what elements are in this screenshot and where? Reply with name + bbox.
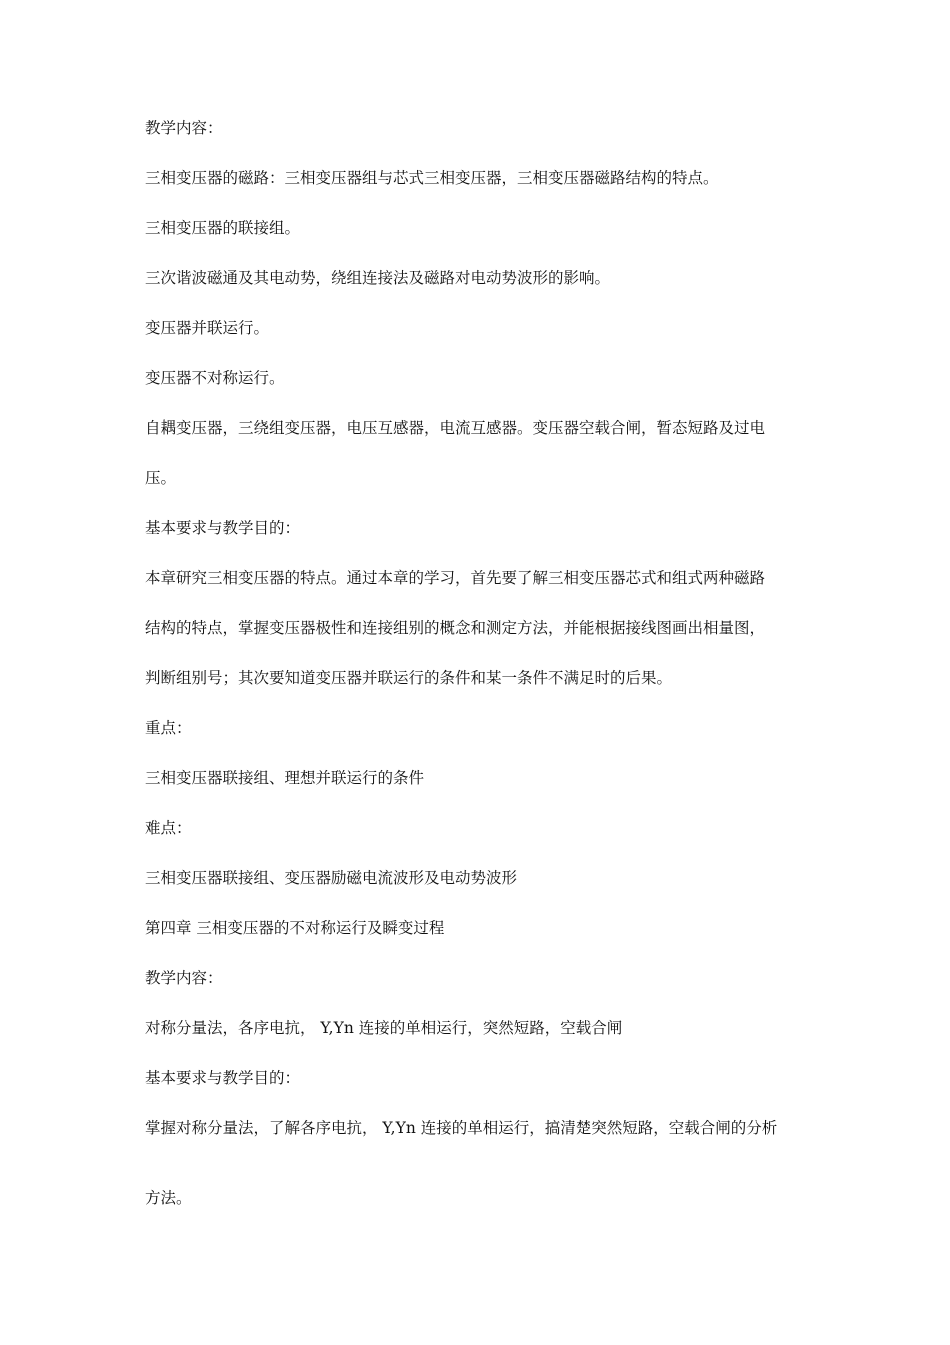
paragraph-requirements-ch4-cont: 方法。 xyxy=(145,1189,192,1207)
paragraph-requirements-line2: 结构的特点，掌握变压器极性和连接组别的概念和测定方法，并能根据接线图画出相量图， xyxy=(145,619,766,637)
heading-requirements-ch4: 基本要求与教学目的： xyxy=(145,1069,301,1087)
paragraph-autotransformer-cont: 压。 xyxy=(145,469,177,487)
paragraph-requirements-line3: 判断组别号；其次要知道变压器并联运行的条件和某一条件不满足时的后果。 xyxy=(145,669,673,687)
paragraph-parallel-operation: 变压器并联运行。 xyxy=(145,319,270,337)
chapter-four-title: 第四章 三相变压器的不对称运行及瞬变过程 xyxy=(145,919,445,937)
paragraph-connection-group: 三相变压器的联接组。 xyxy=(145,219,301,237)
paragraph-requirements-ch4: 掌握对称分量法，了解各序电抗， Y,Yn 连接的单相运行，搞清楚突然短路，空载合闸的分析 xyxy=(145,1119,778,1137)
paragraph-third-harmonic: 三次谐波磁通及其电动势，绕组连接法及磁路对电动势波形的影响。 xyxy=(145,269,611,287)
paragraph-symmetrical-components: 对称分量法，各序电抗， Y,Yn 连接的单相运行，突然短路，空载合闸 xyxy=(145,1019,623,1037)
paragraph-key-points: 三相变压器联接组、理想并联运行的条件 xyxy=(145,769,425,787)
heading-teaching-content-ch4: 教学内容： xyxy=(145,969,223,987)
paragraph-magnetic-circuit: 三相变压器的磁路：三相变压器组与芯式三相变压器，三相变压器磁路结构的特点。 xyxy=(145,169,719,187)
heading-requirements: 基本要求与教学目的： xyxy=(145,519,301,537)
paragraph-autotransformer: 自耦变压器，三绕组变压器，电压互感器，电流互感器。变压器空载合闸，暂态短路及过电 xyxy=(145,419,766,437)
paragraph-difficulties: 三相变压器联接组、变压器励磁电流波形及电动势波形 xyxy=(145,869,518,887)
paragraph-requirements-line1: 本章研究三相变压器的特点。通过本章的学习，首先要了解三相变压器芯式和组式两种磁路 xyxy=(145,569,766,587)
heading-difficulties: 难点： xyxy=(145,819,192,837)
paragraph-unbalanced-operation: 变压器不对称运行。 xyxy=(145,369,285,387)
heading-key-points: 重点： xyxy=(145,719,192,737)
heading-teaching-content: 教学内容： xyxy=(145,119,223,137)
